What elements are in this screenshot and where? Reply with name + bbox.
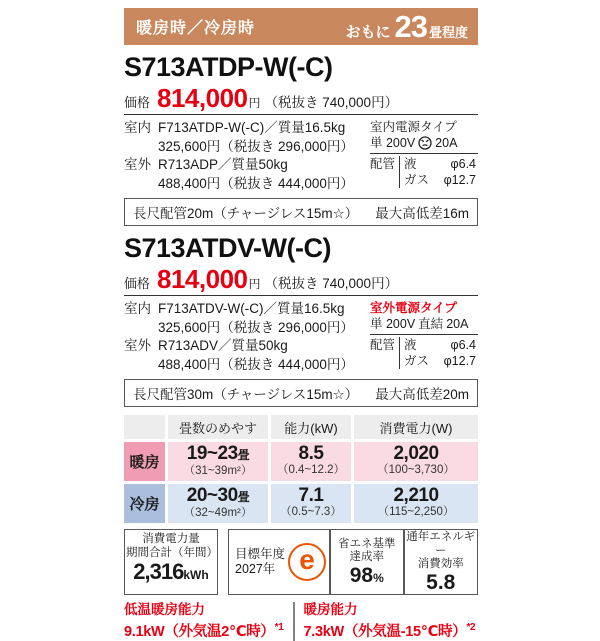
low-temp-ref: *1 [275,622,284,633]
piping-gas-value: φ12.7 [444,172,476,188]
apf-label-2: 消費効率 [418,558,464,572]
heating-power-range: （100~3,730） [354,464,478,477]
capability-footnotes [124,602,478,641]
standard-label-2: 達成率 [350,551,385,565]
long-pipe-note: 長尺配管30m（チャージレス15m☆） [133,383,358,403]
divider [124,114,478,115]
banner-mode-label: 暖房時／冷房時 [136,15,255,38]
power-type-label: 室外電源タイプ [370,300,478,316]
piping-liquid-value: φ6.4 [451,156,476,172]
price-row [124,266,478,292]
piping-label: 配管 [370,337,399,369]
indoor-label: 室内 [124,300,158,319]
table-corner-cell [124,415,165,439]
price-value: 814,000 [157,266,247,292]
heating-tatami-range: 19~23 [187,443,238,464]
cooling-capacity-value: 7.1 [271,486,351,506]
power-outlet-icon [418,136,432,150]
cooling-power-value: 2,210 [354,486,478,506]
cooling-area-range: （32~49m²） [168,507,268,520]
unit-spec [124,300,478,374]
price-tax-note: （税抜き 740,000円） [265,272,399,292]
banner-mainly-label: おもに [345,21,390,42]
capacity-banner [124,8,478,45]
outdoor-spec: R713ADV／質量50kg [158,337,288,356]
heating-capacity-cell [271,442,351,481]
energy-saving-e-mark-icon: e [288,543,326,581]
low-temp-title: 低温暖房能力 [124,602,284,618]
annual-value: 2,316 [133,559,183,584]
indoor-price: 325,600円（税抜き 296,000円） [158,138,370,157]
price-row [124,85,478,111]
power-piping-spec [370,300,478,374]
piping-gas-value: φ12.7 [444,353,476,369]
piping-liquid-label: 液 [404,337,417,353]
heating-title: 暖房能力 [304,602,476,618]
unit-spec-left [124,119,370,193]
target-year-value: 2027年 [235,562,275,576]
annual-unit: kWh [183,568,208,582]
power-spec-line [370,135,478,151]
standard-value: 98 [350,565,373,586]
col-header-tatami: 畳数のめやす [168,415,268,439]
heating-capacity-range: （0.4~12.2） [271,464,351,477]
unit-spec-left [124,300,370,374]
heating-capacity-value: 8.5 [271,444,351,464]
low-temp-heating-note [124,602,293,641]
standard-achievement-cell [331,530,404,594]
divider [370,153,478,154]
energy-section [124,529,478,595]
power-voltage: 単 200V [370,316,415,332]
power-direct-label: 直結 [418,316,443,332]
max-height-note: 最大高低差16m [375,202,469,222]
annual-label-2: 期間合計（年間） [126,547,216,561]
apf-label-1: 通年エネルギー [405,531,478,558]
standard-unit: % [373,571,384,585]
unit-spec [124,119,478,193]
heating-tatami-cell [168,442,268,481]
piping-spec [370,337,478,369]
heating-power-cell [354,442,478,481]
annual-consumption-box [124,529,218,595]
spec-card [124,8,478,641]
cooling-tatami-range: 20~30 [187,485,238,506]
piping-liquid-value: φ6.4 [451,337,476,353]
cooling-capacity-range: （0.5~7.3） [271,506,351,519]
power-amperage: 20A [446,316,468,332]
target-year-label: 目標年度 [235,547,285,561]
price-tax-note: （税抜き 740,000円） [265,91,399,111]
outdoor-label: 室外 [124,156,158,175]
outdoor-spec: R713ADP／質量50kg [158,156,288,175]
indoor-spec: F713ATDP-W(-C)／質量16.5kg [158,119,345,138]
cooling-capacity-cell [271,484,351,523]
heating-tatami-unit: 畳 [238,448,250,462]
divider [124,295,478,296]
price-yen-unit: 円 [249,275,261,292]
heating-power-value: 2,020 [354,444,478,464]
heating-capability-note [293,602,476,641]
indoor-spec: F713ATDV-W(-C)／質量16.5kg [158,300,345,319]
col-header-capacity: 能力(kW) [271,415,351,439]
piping-gas-label: ガス [404,172,429,188]
outdoor-label: 室外 [124,337,158,356]
row-label-heating: 暖房 [124,442,165,481]
cooling-power-range: （115~2,250） [354,506,478,519]
model-name: S713ATDP-W(-C) [124,53,478,82]
price-yen-unit: 円 [249,94,261,111]
long-pipe-note: 長尺配管20m（チャージレス15m☆） [133,202,358,222]
product-block-1 [124,53,478,226]
outdoor-price: 488,400円（税抜き 444,000円） [158,356,370,375]
row-label-cooling: 冷房 [124,484,165,523]
long-pipe-box [124,379,478,407]
piping-label: 配管 [370,156,399,188]
standard-label-1: 省エネ基準 [338,538,396,552]
power-amperage: 20A [435,135,457,151]
annual-label-1: 消費電力量 [126,533,216,547]
max-height-note: 最大高低差20m [375,383,469,403]
price-label: 価格 [124,92,150,111]
cooling-power-cell [354,484,478,523]
indoor-price: 325,600円（税抜き 296,000円） [158,319,370,338]
piping-gas-label: ガス [404,353,429,369]
indoor-label: 室内 [124,119,158,138]
heating-ref: *2 [466,622,475,633]
banner-tatami-count: 23 [395,9,427,45]
divider [370,334,478,335]
capacity-table [124,415,478,523]
price-label: 価格 [124,273,150,292]
piping-spec [370,156,478,188]
apf-cell [405,530,478,594]
power-piping-spec [370,119,478,193]
piping-liquid-label: 液 [404,156,417,172]
model-name: S713ATDV-W(-C) [124,234,478,263]
product-block-2 [124,234,478,407]
outdoor-price: 488,400円（税抜き 444,000円） [158,175,370,194]
heating-value: 7.3kW（外気温-15℃時） [304,623,467,639]
low-temp-value: 9.1kW（外気温2℃時） [124,623,275,639]
apf-value: 5.8 [426,572,455,593]
cooling-tatami-cell [168,484,268,523]
price-value: 814,000 [157,85,247,111]
energy-label-box [228,529,478,595]
cooling-tatami-unit: 畳 [238,490,250,504]
heating-area-range: （31~39m²） [168,465,268,478]
power-spec-line [370,316,478,332]
target-year-cell [229,530,329,594]
col-header-power: 消費電力(W) [354,415,478,439]
power-voltage: 単 200V [370,135,415,151]
long-pipe-box [124,198,478,226]
power-type-label: 室内電源タイプ [370,119,478,135]
banner-tatami-unit: 畳程度 [429,22,468,41]
banner-tatami [345,9,468,45]
